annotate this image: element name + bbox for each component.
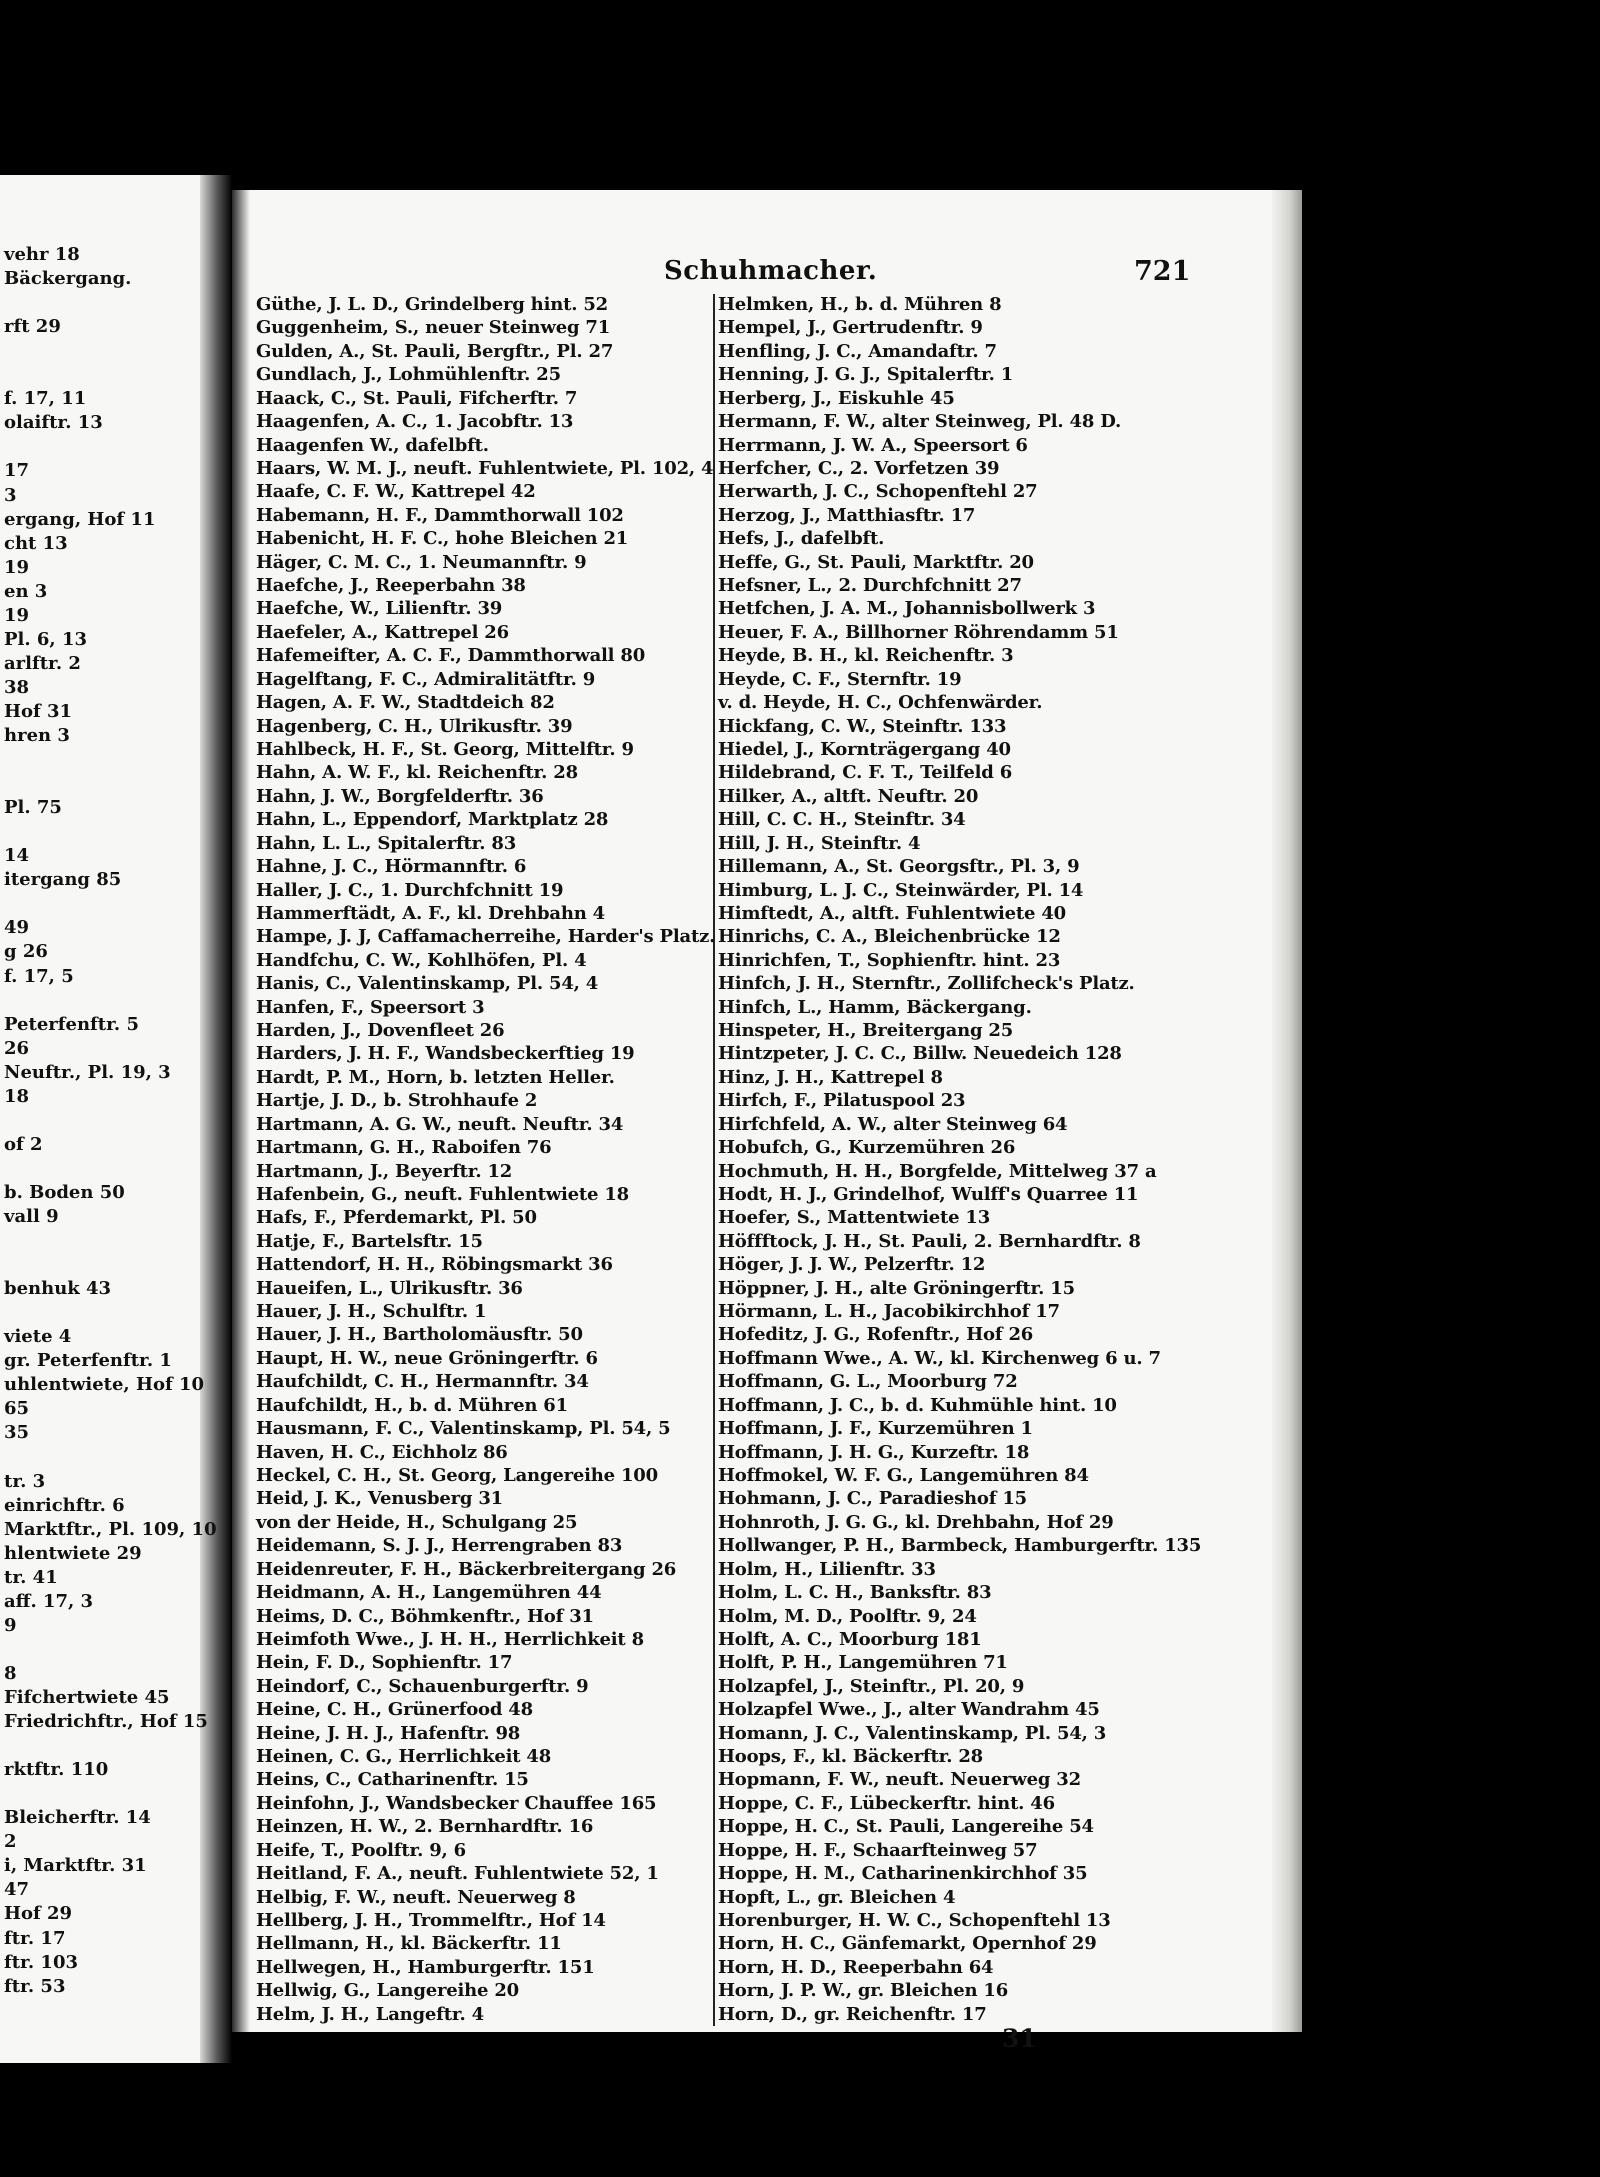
directory-entry: Handfchu, C. W., Kohlhöfen, Pl. 4 xyxy=(256,949,587,971)
left-fragment-line: viete 4 xyxy=(4,1326,72,1348)
left-fragment-line: g 26 xyxy=(4,941,48,963)
directory-entry: Hefsner, L., 2. Durchfchnitt 27 xyxy=(718,575,1022,597)
directory-entry: Hartje, J. D., b. Strohhaufe 2 xyxy=(256,1090,538,1112)
directory-entry: Haagenfen W., dafelbft. xyxy=(256,434,489,456)
directory-entry: Hempel, J., Gertrudenftr. 9 xyxy=(718,317,983,339)
directory-entry: Habemann, H. F., Dammthorwall 102 xyxy=(256,504,624,526)
directory-entry: Heimfoth Wwe., J. H. H., Herrlichkeit 8 xyxy=(256,1628,644,1650)
directory-entry: Haueifen, L., Ulrikusftr. 36 xyxy=(256,1277,523,1299)
directory-entry: Haller, J. C., 1. Durchfchnitt 19 xyxy=(256,879,564,901)
directory-entry: Heine, J. H. J., Hafenftr. 98 xyxy=(256,1722,521,1744)
directory-entry: Herrmann, J. W. A., Speersort 6 xyxy=(718,434,1028,456)
directory-entry: Hauer, J. H., Schulftr. 1 xyxy=(256,1301,487,1323)
left-fragment-line: 38 xyxy=(4,676,30,698)
left-fragment-line: itergang 85 xyxy=(4,869,122,891)
page-edge xyxy=(1272,190,1302,2032)
directory-entry: Hellwig, G., Langereihe 20 xyxy=(256,1980,519,2002)
left-fragment-line: 17 xyxy=(4,460,30,482)
directory-entry: Hardt, P. M., Horn, b. letzten Heller. xyxy=(256,1066,615,1088)
left-fragment-line: f. 17, 11 xyxy=(4,388,87,410)
directory-entry: Hafenbein, G., neuft. Fuhlentwiete 18 xyxy=(256,1183,629,1205)
directory-entry: Haupt, H. W., neue Gröningerftr. 6 xyxy=(256,1347,598,1369)
directory-entry: Hoppe, C. F., Lübeckerftr. hint. 46 xyxy=(718,1792,1055,1814)
directory-entry: Hanis, C., Valentinskamp, Pl. 54, 4 xyxy=(256,973,599,995)
directory-entry: Herfcher, C., 2. Vorfetzen 39 xyxy=(718,457,1000,479)
directory-entry: Haafe, C. F. W., Kattrepel 42 xyxy=(256,481,536,503)
directory-entry: Haufchildt, C. H., Hermannftr. 34 xyxy=(256,1371,589,1393)
directory-entry: Haven, H. C., Eichholz 86 xyxy=(256,1441,508,1463)
directory-entry: Henning, J. G. J., Spitalerftr. 1 xyxy=(718,364,1014,386)
directory-entry: Hoops, F., kl. Bäckerftr. 28 xyxy=(718,1746,983,1768)
directory-entry: Homann, J. C., Valentinskamp, Pl. 54, 3 xyxy=(718,1722,1107,1744)
directory-entry: Hartmann, J., Beyerftr. 12 xyxy=(256,1160,513,1182)
left-fragment-line: hlentwiete 29 xyxy=(4,1542,142,1564)
left-gutter-shadow xyxy=(200,175,232,2063)
directory-entry: Hoffmann, J. C., b. d. Kuhmühle hint. 10 xyxy=(718,1394,1117,1416)
directory-entry: Höppner, J. H., alte Gröningerftr. 15 xyxy=(718,1277,1075,1299)
left-fragment-line: olaiftr. 13 xyxy=(4,412,103,434)
directory-entry: Hirfch, F., Pilatuspool 23 xyxy=(718,1090,966,1112)
directory-entry: Holm, L. C. H., Banksftr. 83 xyxy=(718,1582,992,1604)
directory-entry: Holzapfel, J., Steinftr., Pl. 20, 9 xyxy=(718,1675,1025,1697)
left-fragment-line: 19 xyxy=(4,556,30,578)
left-fragment-line: 8 xyxy=(4,1662,17,1684)
directory-entry: Heinfohn, J., Wandsbecker Chauffee 165 xyxy=(256,1792,657,1814)
directory-entry: Haagenfen, A. C., 1. Jacobftr. 13 xyxy=(256,411,574,433)
directory-entry: Hein, F. D., Sophienftr. 17 xyxy=(256,1652,513,1674)
directory-entry: Hochmuth, H. H., Borgfelde, Mittelweg 37 a xyxy=(718,1160,1157,1182)
left-fragment-line: 19 xyxy=(4,604,30,626)
directory-entry: Heine, C. H., Grünerfood 48 xyxy=(256,1699,533,1721)
left-fragment-line: f. 17, 5 xyxy=(4,965,74,987)
directory-entry: Hinrichs, C. A., Bleichenbrücke 12 xyxy=(718,926,1061,948)
directory-entry: Hammerftädt, A. F., kl. Drehbahn 4 xyxy=(256,902,606,924)
left-fragment-line: en 3 xyxy=(4,580,48,602)
directory-entry: Hellwegen, H., Hamburgerftr. 151 xyxy=(256,1956,595,1978)
left-fragment-line: hren 3 xyxy=(4,725,70,746)
directory-entry: Hirfchfeld, A. W., alter Steinweg 64 xyxy=(718,1113,1068,1135)
directory-entry: Hoffmann, J. H. G., Kurzeftr. 18 xyxy=(718,1441,1030,1463)
directory-entry: Hahn, L., Eppendorf, Marktplatz 28 xyxy=(256,809,609,831)
left-fragment-line: of 2 xyxy=(4,1133,43,1155)
directory-entry: Holm, M. D., Poolftr. 9, 24 xyxy=(718,1605,977,1627)
left-fragment-line: Bäckergang. xyxy=(4,268,132,290)
directory-entry: Hanfen, F., Speersort 3 xyxy=(256,996,485,1018)
directory-entry: Hollwanger, P. H., Barmbeck, Hamburgerftr. 135 xyxy=(718,1535,1202,1557)
directory-entry: Hagen, A. F. W., Stadtdeich 82 xyxy=(256,692,555,714)
directory-entry: Hermann, F. W., alter Steinweg, Pl. 48 D. xyxy=(718,411,1122,433)
directory-entry: Gundlach, J., Lohmühlenftr. 25 xyxy=(256,364,561,386)
page-number: 721 xyxy=(1134,256,1191,287)
directory-entry: Hinspeter, H., Breitergang 25 xyxy=(718,1020,1014,1042)
left-fragment-line: ftr. 17 xyxy=(4,1927,66,1949)
directory-entry: Guggenheim, S., neuer Steinweg 71 xyxy=(256,317,611,339)
directory-entry: Hattendorf, H. H., Röbingsmarkt 36 xyxy=(256,1254,613,1276)
directory-entry: Heinen, C. G., Herrlichkeit 48 xyxy=(256,1746,552,1768)
left-fragment-line: Peterfenftr. 5 xyxy=(4,1013,139,1035)
left-fragment-line: ftr. 103 xyxy=(4,1951,78,1973)
directory-entry: Hoffmokel, W. F. G., Langemühren 84 xyxy=(718,1465,1089,1486)
directory-entry: Hahn, L. L., Spitalerftr. 83 xyxy=(256,832,517,854)
directory-entry: Henfling, J. C., Amandaftr. 7 xyxy=(718,340,997,362)
directory-entry: Haars, W. M. J., neuft. Fuhlentwiete, Pl. 102, 4 xyxy=(256,457,714,479)
directory-entry: Helm, J. H., Langeftr. 4 xyxy=(256,2003,484,2025)
directory-entry: Hobufch, G., Kurzemühren 26 xyxy=(718,1137,1016,1159)
left-fragment-line: b. Boden 50 xyxy=(4,1181,125,1203)
directory-entry: Hellmann, H., kl. Bäckerftr. 11 xyxy=(256,1933,562,1955)
directory-entry: Haack, C., St. Pauli, Fifcherftr. 7 xyxy=(256,387,578,409)
directory-entry: Häger, C. M. C., 1. Neumannftr. 9 xyxy=(256,551,587,573)
directory-entry: Herberg, J., Eiskuhle 45 xyxy=(718,387,955,409)
directory-entry: v. d. Heyde, H. C., Ochfenwärder. xyxy=(718,692,1043,714)
left-fragment-line: Pl. 6, 13 xyxy=(4,628,88,650)
directory-entry: Hahn, A. W. F., kl. Reichenftr. 28 xyxy=(256,762,578,784)
directory-entry: Hopft, L., gr. Bleichen 4 xyxy=(718,1886,956,1908)
directory-entry: Gulden, A., St. Pauli, Bergftr., Pl. 27 xyxy=(256,340,614,362)
directory-entry: Hartmann, A. G. W., neuft. Neuftr. 34 xyxy=(256,1113,624,1135)
directory-entry: Hill, J. H., Steinftr. 4 xyxy=(718,832,921,854)
directory-entry: Hetfchen, J. A. M., Johannisbollwerk 3 xyxy=(718,598,1096,620)
directory-entry: Heidemann, S. J. J., Herrengraben 83 xyxy=(256,1535,623,1557)
directory-entry: Heidenreuter, F. H., Bäckerbreitergang 26 xyxy=(256,1558,677,1580)
directory-entry: Hellberg, J. H., Trommelftr., Hof 14 xyxy=(256,1909,606,1931)
directory-entry: Höger, J. J. W., Pelzerftr. 12 xyxy=(718,1254,986,1276)
right-gutter-shadow xyxy=(232,190,250,2032)
directory-entry: Holft, P. H., Langemühren 71 xyxy=(718,1652,1008,1674)
directory-entry: Himftedt, A., altft. Fuhlentwiete 40 xyxy=(718,902,1067,924)
directory-entry: Heid, J. K., Venusberg 31 xyxy=(256,1488,504,1510)
directory-entry: Harders, J. H. F., Wandsbeckerftieg 19 xyxy=(256,1043,635,1065)
left-fragment-line: 18 xyxy=(4,1085,30,1107)
directory-entry: Holm, H., Lilienftr. 33 xyxy=(718,1558,936,1580)
directory-entry: Haefche, W., Lilienftr. 39 xyxy=(256,598,503,620)
left-fragment-line: rft 29 xyxy=(4,316,61,338)
left-fragment-line: 14 xyxy=(4,845,30,867)
directory-entry: Helmken, H., b. d. Mühren 8 xyxy=(718,294,1002,315)
left-fragment-line: uhlentwiete, Hof 10 xyxy=(4,1374,205,1396)
left-fragment-line: Marktftr., Pl. 109, 10 xyxy=(4,1518,217,1540)
directory-entry: Horn, H. C., Gänfemarkt, Opernhof 29 xyxy=(718,1933,1097,1955)
directory-entry: Heindorf, C., Schauenburgerftr. 9 xyxy=(256,1675,589,1697)
left-fragment-line: ftr. 53 xyxy=(4,1975,66,1997)
left-fragment-line: 26 xyxy=(4,1037,30,1059)
directory-entry: Hausmann, F. C., Valentinskamp, Pl. 54, 5 xyxy=(256,1418,671,1440)
directory-entry: Hill, C. C. H., Steinftr. 34 xyxy=(718,809,966,831)
left-fragment-line: vehr 18 xyxy=(4,244,80,265)
directory-entry: Hörmann, L. H., Jacobikirchhof 17 xyxy=(718,1301,1060,1323)
left-fragment-line: cht 13 xyxy=(4,532,68,554)
directory-entry: Heins, C., Catharinenftr. 15 xyxy=(256,1769,529,1791)
directory-entry: Heyde, B. H., kl. Reichenftr. 3 xyxy=(718,645,1014,667)
left-fragment-line: 49 xyxy=(4,917,30,939)
column-rule xyxy=(713,294,715,2026)
directory-entry: Hauer, J. H., Bartholomäusftr. 50 xyxy=(256,1324,583,1346)
left-fragment-line: einrichftr. 6 xyxy=(4,1494,125,1516)
left-fragment-line: benhuk 43 xyxy=(4,1278,112,1300)
left-fragment-line: Neuftr., Pl. 19, 3 xyxy=(4,1061,171,1083)
left-fragment-line: 47 xyxy=(4,1879,30,1901)
left-fragment-line: Hof 31 xyxy=(4,700,73,722)
left-fragment-line: 9 xyxy=(4,1614,17,1636)
directory-entry: Holzapfel Wwe., J., alter Wandrahm 45 xyxy=(718,1699,1100,1721)
directory-entry: Horenburger, H. W. C., Schopenftehl 13 xyxy=(718,1909,1111,1931)
directory-entry: Hodt, H. J., Grindelhof, Wulff's Quarree 11 xyxy=(718,1183,1139,1205)
directory-entry: Höffftock, J. H., St. Pauli, 2. Bernhardftr. 8 xyxy=(718,1230,1141,1252)
directory-entry: Holft, A. C., Moorburg 181 xyxy=(718,1628,982,1650)
directory-entry: Herwarth, J. C., Schopenftehl 27 xyxy=(718,481,1038,503)
directory-entry: Haefeler, A., Kattrepel 26 xyxy=(256,621,509,643)
directory-entry: Heuer, F. A., Billhorner Röhrendamm 51 xyxy=(718,621,1119,643)
directory-entry: Hampe, J. J, Caffamacherreihe, Harder's Platz. xyxy=(256,926,716,948)
directory-entry: Heitland, F. A., neuft. Fuhlentwiete 52, 1 xyxy=(256,1863,659,1885)
directory-entry: Hilker, A., altft. Neuftr. 20 xyxy=(718,785,979,807)
directory-entry: Himburg, L. J. C., Steinwärder, Pl. 14 xyxy=(718,879,1084,901)
directory-entry: Helbig, F. W., neuft. Neuerweg 8 xyxy=(256,1886,576,1908)
left-fragment-line: Fifchertwiete 45 xyxy=(4,1687,170,1708)
directory-entry: Hahn, J. W., Borgfelderftr. 36 xyxy=(256,785,544,807)
directory-entry: Hiedel, J., Kornträgergang 40 xyxy=(718,738,1011,760)
directory-entry: Hagelftang, F. C., Admiralitätftr. 9 xyxy=(256,668,596,690)
left-fragment-line: 35 xyxy=(4,1422,30,1444)
directory-entry: Hickfang, C. W., Steinftr. 133 xyxy=(718,715,1007,737)
directory-entry: Hoffmann, G. L., Moorburg 72 xyxy=(718,1371,1018,1393)
left-fragment-line: Hof 29 xyxy=(4,1903,73,1925)
directory-entry: Hefs, J., dafelbft. xyxy=(718,528,885,550)
directory-entry: Heffe, G., St. Pauli, Marktftr. 20 xyxy=(718,551,1034,573)
directory-entry: Hohmann, J. C., Paradieshof 15 xyxy=(718,1488,1028,1510)
directory-entry: Hinrichfen, T., Sophienftr. hint. 23 xyxy=(718,949,1061,971)
directory-entry: Hinfch, J. H., Sternftr., Zollifcheck's Platz. xyxy=(718,973,1135,995)
directory-entry: Hintzpeter, J. C. C., Billw. Neuedeich 128 xyxy=(718,1043,1122,1065)
directory-entry: Hafemeifter, A. C. F., Dammthorwall 80 xyxy=(256,645,646,667)
left-fragment-line: ergang, Hof 11 xyxy=(4,508,156,530)
directory-entry: Hoppe, H. M., Catharinenkirchhof 35 xyxy=(718,1863,1088,1885)
signature-mark: 31 xyxy=(1002,2024,1037,2053)
left-fragment-line: 3 xyxy=(4,484,17,506)
directory-entry: Hatje, F., Bartelsftr. 15 xyxy=(256,1230,483,1252)
directory-entry: Harden, J., Dovenfleet 26 xyxy=(256,1020,505,1042)
directory-entry: Horn, D., gr. Reichenftr. 17 xyxy=(718,2003,987,2025)
directory-entry: Haefche, J., Reeperbahn 38 xyxy=(256,575,526,597)
left-fragment-line: rktftr. 110 xyxy=(4,1759,109,1781)
directory-entry: Heims, D. C., Böhmkenftr., Hof 31 xyxy=(256,1605,594,1627)
directory-entry: Hafs, F., Pferdemarkt, Pl. 50 xyxy=(256,1207,537,1229)
directory-entry: Horn, J. P. W., gr. Bleichen 16 xyxy=(718,1980,1009,2002)
left-fragment-line: gr. Peterfenftr. 1 xyxy=(4,1350,172,1372)
directory-entry: Habenicht, H. F. C., hohe Bleichen 21 xyxy=(256,528,629,550)
directory-entry: Heidmann, A. H., Langemühren 44 xyxy=(256,1582,602,1604)
directory-entry: Hartmann, G. H., Raboifen 76 xyxy=(256,1137,552,1159)
directory-entry: Heckel, C. H., St. Georg, Langereihe 100 xyxy=(256,1465,658,1486)
directory-entry: Hoffmann Wwe., A. W., kl. Kirchenweg 6 u. 7 xyxy=(718,1347,1161,1369)
directory-entry: Hofeditz, J. G., Rofenftr., Hof 26 xyxy=(718,1324,1034,1346)
left-fragment-line: Bleicherftr. 14 xyxy=(4,1807,151,1829)
directory-entry: Hohnroth, J. G. G., kl. Drehbahn, Hof 29 xyxy=(718,1511,1114,1533)
running-head: Schuhmacher. xyxy=(664,256,878,286)
directory-entry: Hoffmann, J. F., Kurzemühren 1 xyxy=(718,1418,1033,1440)
directory-entry: Güthe, J. L. D., Grindelberg hint. 52 xyxy=(256,294,608,315)
directory-entry: Herzog, J., Matthiasftr. 17 xyxy=(718,504,976,526)
left-fragment-line: i, Marktftr. 31 xyxy=(4,1855,147,1877)
left-fragment-line: vall 9 xyxy=(4,1206,59,1227)
directory-entry: Hahne, J. C., Hörmannftr. 6 xyxy=(256,856,527,878)
directory-entry: Heife, T., Poolftr. 9, 6 xyxy=(256,1839,467,1861)
left-fragment-line: 65 xyxy=(4,1398,30,1420)
directory-entry: Horn, H. D., Reeperbahn 64 xyxy=(718,1956,994,1978)
directory-entry: Heyde, C. F., Sternftr. 19 xyxy=(718,668,962,690)
directory-entry: Hagenberg, C. H., Ulrikusftr. 39 xyxy=(256,715,573,737)
left-fragment-line: tr. 41 xyxy=(4,1566,58,1588)
left-fragment-line: Friedrichftr., Hof 15 xyxy=(4,1711,208,1733)
directory-entry: Hoppe, H. C., St. Pauli, Langereihe 54 xyxy=(718,1816,1094,1838)
directory-entry: Hoppe, H. F., Schaarfteinweg 57 xyxy=(718,1839,1038,1861)
left-fragment-line: arlftr. 2 xyxy=(4,652,81,674)
directory-entry: Hildebrand, C. F. T., Teilfeld 6 xyxy=(718,762,1013,784)
directory-entry: von der Heide, H., Schulgang 25 xyxy=(256,1511,578,1533)
directory-entry: Hahlbeck, H. F., St. Georg, Mittelftr. 9 xyxy=(256,738,634,760)
left-fragment-line: tr. 3 xyxy=(4,1470,46,1492)
directory-entry: Hopmann, F. W., neuft. Neuerweg 32 xyxy=(718,1769,1081,1791)
directory-entry: Haufchildt, H., b. d. Mühren 61 xyxy=(256,1394,568,1416)
directory-entry: Hinfch, L., Hamm, Bäckergang. xyxy=(718,996,1032,1018)
directory-entry: Hinz, J. H., Kattrepel 8 xyxy=(718,1066,943,1088)
directory-entry: Hillemann, A., St. Georgsftr., Pl. 3, 9 xyxy=(718,856,1080,878)
left-fragment-line: Pl. 75 xyxy=(4,797,62,819)
left-fragment-line: aff. 17, 3 xyxy=(4,1590,94,1612)
left-fragment-line: 2 xyxy=(4,1831,17,1853)
directory-entry: Heinzen, H. W., 2. Bernhardftr. 16 xyxy=(256,1816,594,1838)
directory-entry: Hoefer, S., Mattentwiete 13 xyxy=(718,1207,991,1229)
